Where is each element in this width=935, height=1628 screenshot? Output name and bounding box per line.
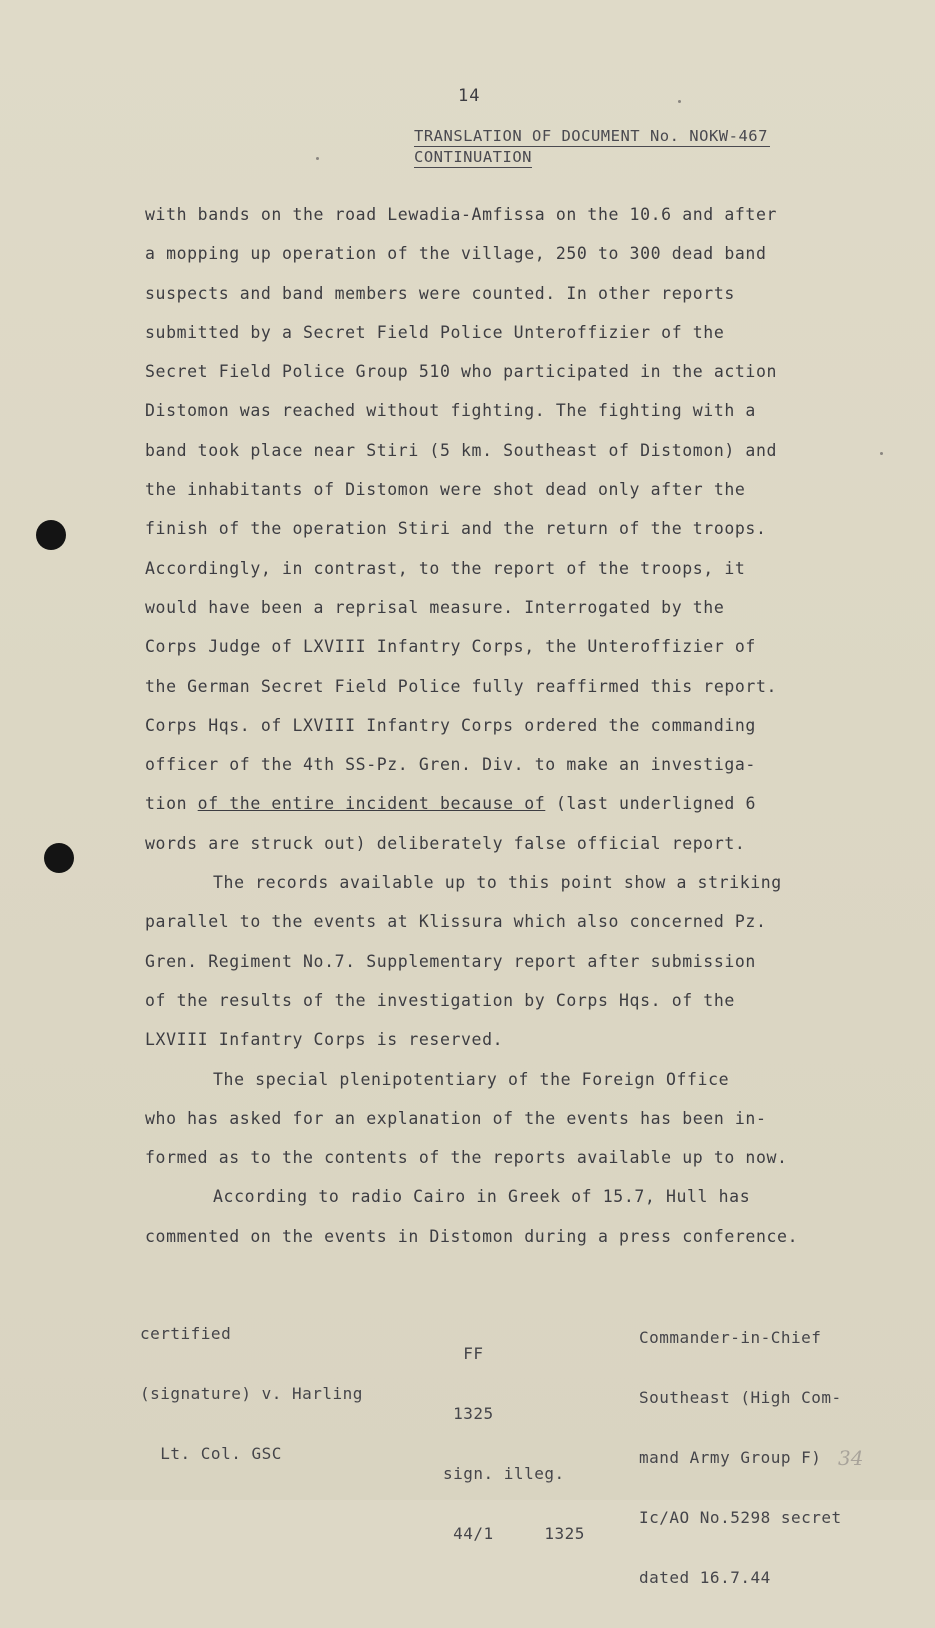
body-line-text: tion: [145, 794, 198, 814]
body-line: a mopping up operation of the village, 250 to 300 dead band: [145, 244, 767, 264]
body-line: parallel to the events at Klissura which also concerned Pz.: [145, 912, 767, 932]
footer-right-line: Southeast (High Com-: [639, 1388, 842, 1407]
body-line: who has asked for an explanation of the events has been in-: [145, 1108, 767, 1128]
punch-hole: [44, 843, 74, 873]
paper-speck: [316, 157, 319, 160]
body-line: Accordingly, in contrast, to the report of the troops, it: [145, 558, 746, 578]
body-line: The special plenipotentiary of the Foreign Office: [213, 1069, 730, 1089]
body-line: of the results of the investigation by Corps Hqs. of the: [145, 990, 735, 1010]
body-line: words are struck out) deliberately false official report.: [145, 833, 746, 853]
body-line: with bands on the road Lewadia-Amfissa on the 10.6 and after: [145, 205, 778, 224]
body-line: suspects and band members were counted. In other reports: [145, 283, 735, 303]
footer-right-line: dated 16.7.44: [639, 1568, 771, 1587]
footer-left-line: (signature) v. Harling: [140, 1384, 363, 1403]
footer-right-line: mand Army Group F): [639, 1448, 822, 1467]
body-line: Gren. Regiment No.7. Supplementary report after submission: [145, 951, 756, 971]
body-line: commented on the events in Distomon during a press conference.: [145, 1226, 799, 1246]
paper-speck: [678, 100, 681, 103]
body-line: the German Secret Field Police fully reaffirmed this report.: [145, 676, 778, 696]
footer-mid-line: sign. illeg.: [443, 1464, 565, 1483]
signature-block: [443, 1304, 585, 1584]
body-line-text: (last underligned 6: [545, 794, 756, 814]
body-line: [145, 791, 865, 830]
document-header: [414, 126, 770, 168]
header-continuation: CONTINUATION: [414, 148, 532, 166]
paper-speck: [880, 452, 883, 455]
footer-right-line: Commander-in-Chief: [639, 1328, 822, 1347]
body-line: The records available up to this point show a striking: [213, 873, 782, 893]
footer-mid-line: FF: [443, 1344, 484, 1363]
document-body: [145, 202, 865, 1263]
footer-left-line: certified: [140, 1324, 232, 1343]
body-line: Corps Hqs. of LXVIII Infantry Corps ordered the commanding: [145, 715, 756, 735]
body-line: band took place near Stiri (5 km. Southeast of Distomon) and: [145, 440, 778, 460]
body-line: Secret Field Police Group 510 who participated in the action: [145, 362, 778, 382]
body-line: According to radio Cairo in Greek of 15.7, Hull has: [213, 1187, 751, 1207]
page-number: 14: [458, 86, 481, 106]
body-line: Corps Judge of LXVIII Infantry Corps, the Unteroffizier of: [145, 637, 756, 657]
body-line: finish of the operation Stiri and the return of the troops.: [145, 519, 767, 539]
body-line: would have been a reprisal measure. Interrogated by the: [145, 597, 725, 617]
header-title: TRANSLATION OF DOCUMENT No. NOKW-467: [414, 127, 768, 145]
body-line: formed as to the contents of the reports available up to now.: [145, 1148, 788, 1168]
body-line: Distomon was reached without fighting. The fighting with a: [145, 401, 756, 421]
body-line: submitted by a Secret Field Police Unteroffizier of the: [145, 322, 725, 342]
footer-left-line: Lt. Col. GSC: [140, 1444, 282, 1463]
command-block: [639, 1288, 842, 1628]
footer-right-line: Ic/AO No.5298 secret: [639, 1508, 842, 1527]
punch-hole: [36, 520, 66, 550]
footer-mid-line: 1325: [443, 1404, 494, 1423]
body-line: officer of the 4th SS-Pz. Gren. Div. to make an investiga-: [145, 755, 756, 775]
footer-mid-line: 44/1 1325: [443, 1524, 585, 1543]
handwritten-page-number: 34: [838, 1446, 864, 1470]
body-line: the inhabitants of Distomon were shot dead only after the: [145, 480, 746, 500]
certification-block: [140, 1284, 363, 1504]
struck-words: of the entire incident because of: [197, 794, 546, 814]
body-line: LXVIII Infantry Corps is reserved.: [145, 1030, 504, 1050]
